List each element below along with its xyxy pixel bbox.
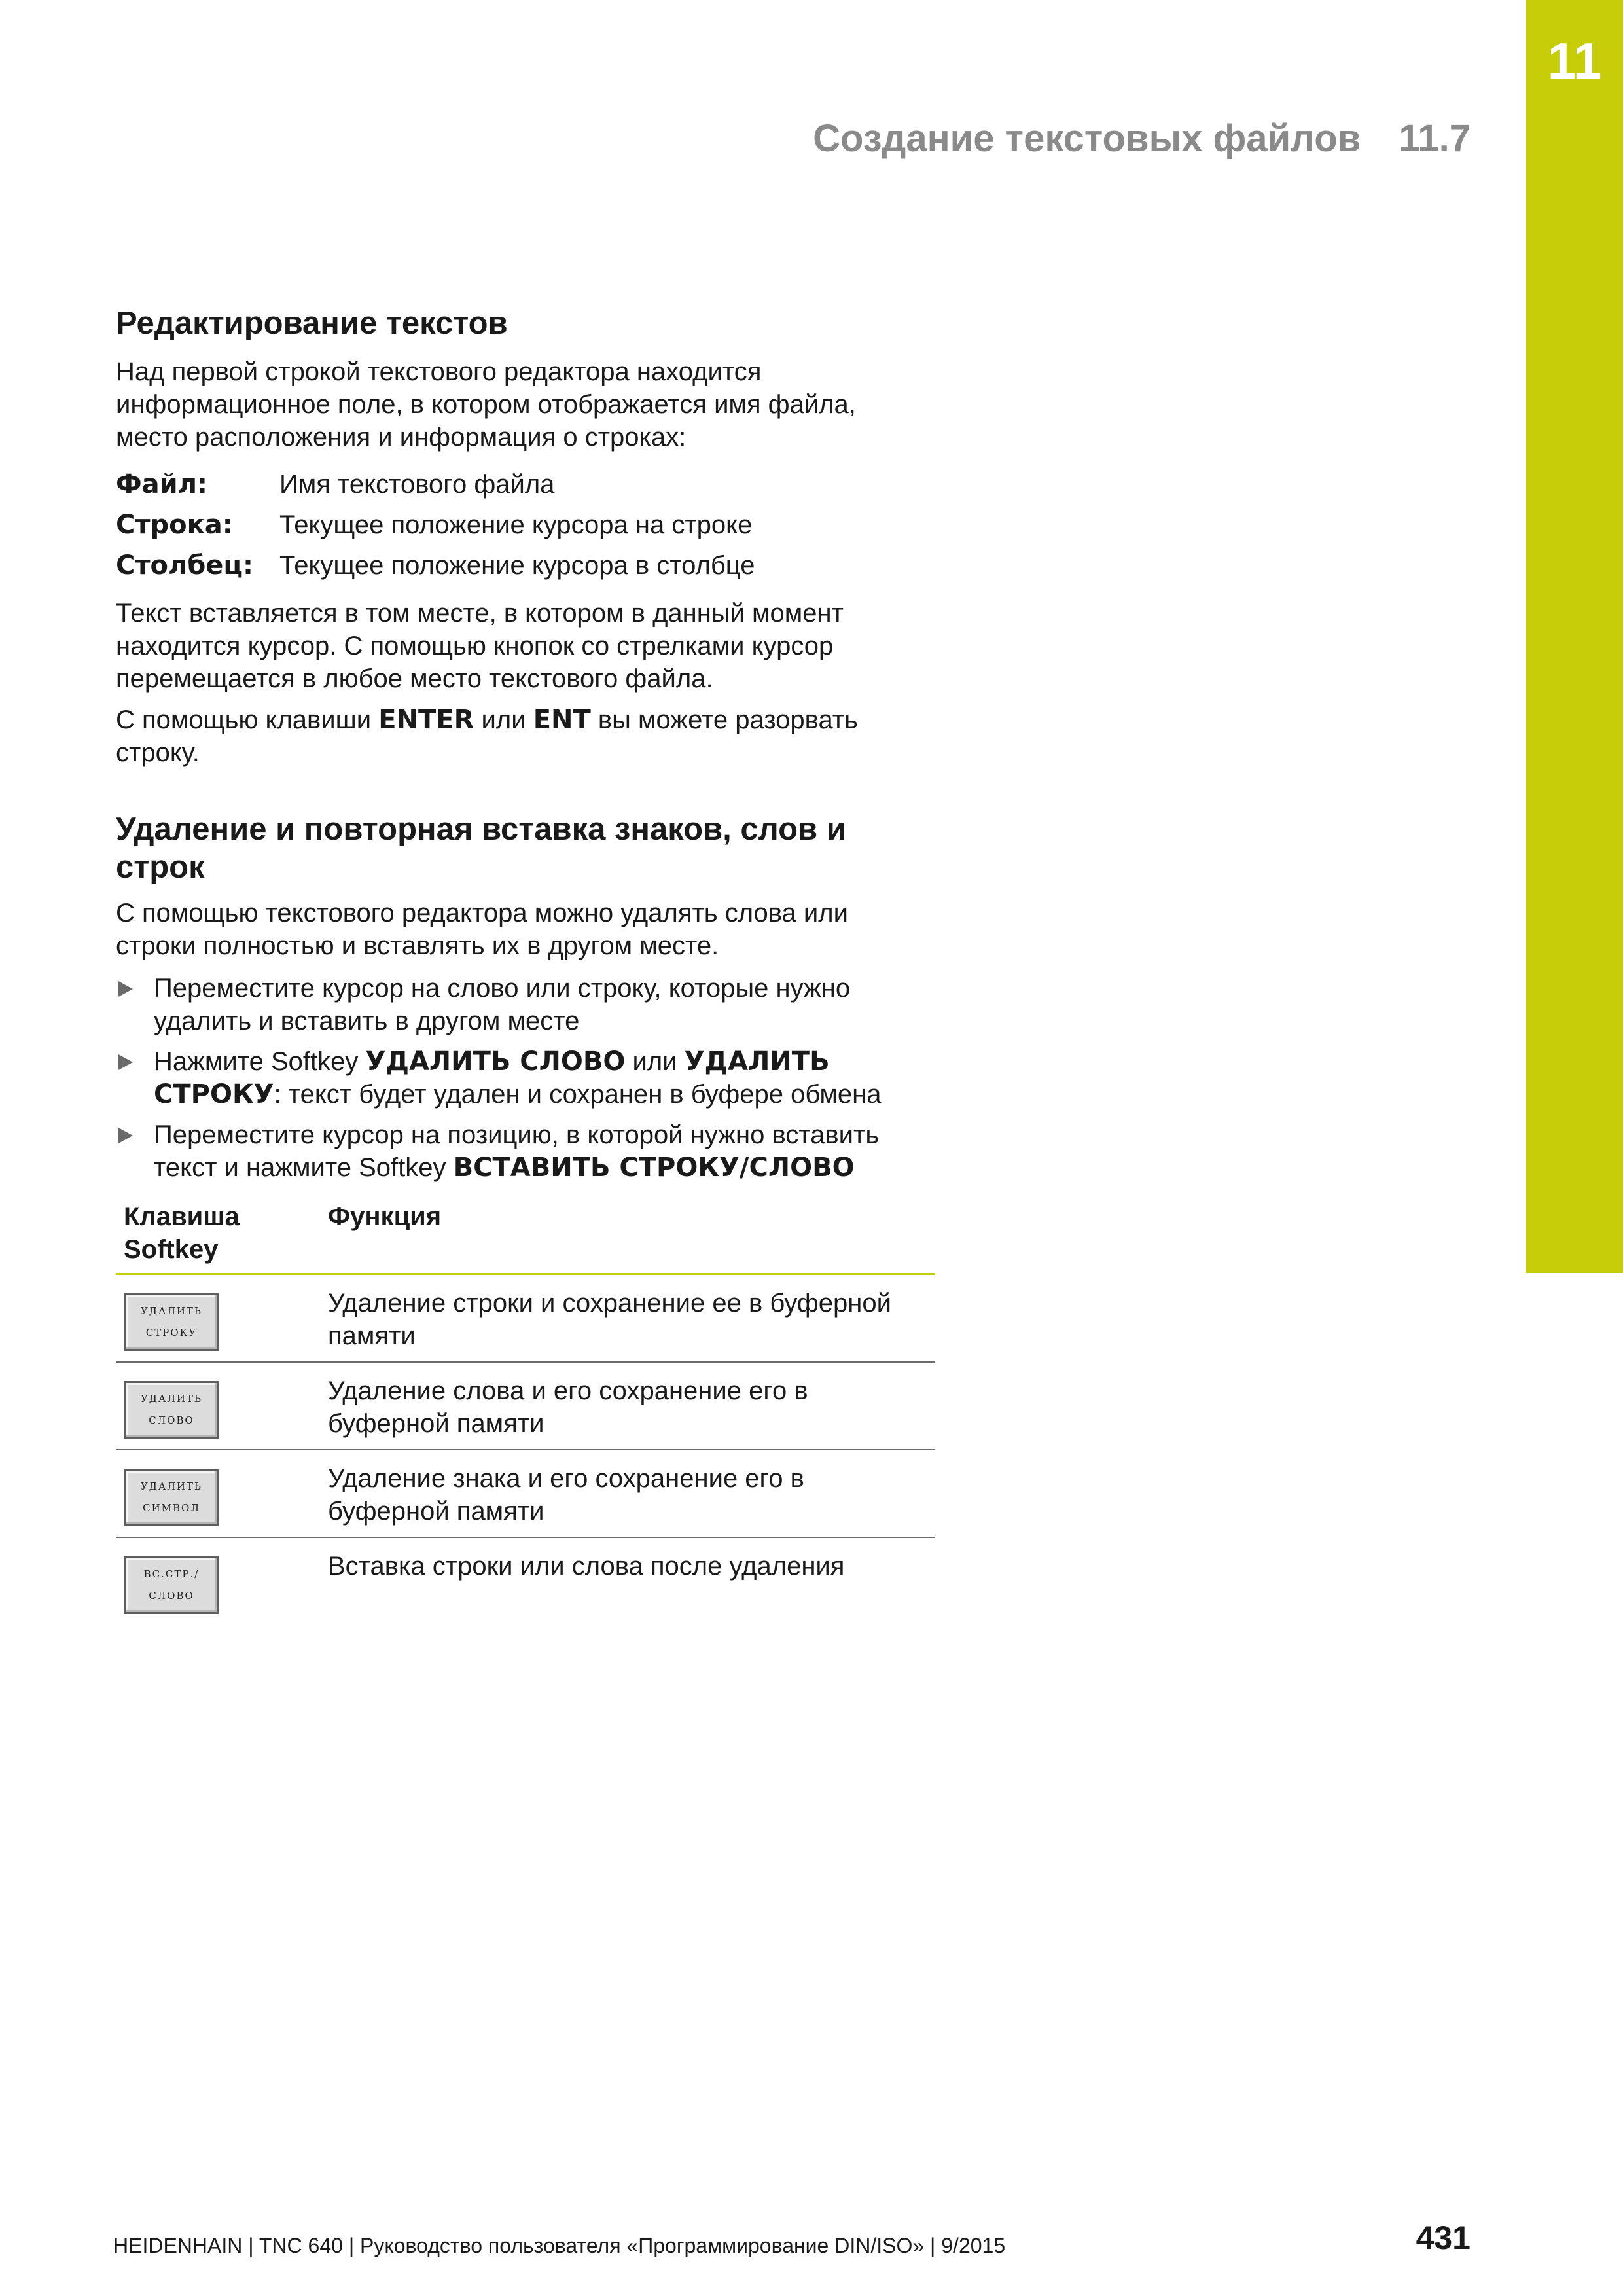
softkey-label: ВС.СТР./ [143,1568,200,1580]
step-text [154,1045,947,1111]
function-description: Удаление строки и сохранение ее в буферной памяти [328,1289,891,1350]
table-header-function: Функция [328,1202,442,1231]
text: или [625,1047,685,1076]
softkey-label: СЛОВО [149,1590,194,1602]
table-row [116,1538,935,1626]
table-row [116,1363,935,1450]
table-header-key [124,1200,240,1266]
table-row [116,1450,935,1538]
section-title: Редактирование текстов [116,306,508,341]
softkey-label: УДАЛИТЬ [140,1480,203,1492]
softkey-label: СТРОКУ [145,1327,198,1338]
section-title: Удаление и повторная вставка знаков, слов и строк [116,812,846,885]
step-text: Переместите курсор на слово или строку, которые нужно удалить и вставить в другом месте [154,974,851,1035]
paragraph: Текст вставляется в том месте, в котором в данный момент находится курсор. С помощью кнопок со стрелками курсор перемещается в любое место текстового файла. [116,599,844,693]
step-text [154,1119,947,1184]
text: С помощью клавиши [116,706,379,734]
triangle-bullet-icon [118,981,133,997]
running-header [813,117,1471,160]
softkey-delete-char [124,1469,219,1526]
function-description: Удаление знака и его сохранение его в буферной памяти [328,1464,804,1526]
softkey-delete-line [124,1293,219,1351]
instruction-step [116,1119,947,1184]
softkey-delete-word [124,1381,219,1439]
info-field-desc: Текущее положение курсора на строке [279,511,753,539]
softkey-name: УДАЛИТЬ СЛОВО [365,1047,626,1077]
key-name: ENT [533,705,591,735]
info-field-term: Строка: [116,510,233,540]
header-line: Softkey [124,1235,219,1264]
footer-text: HEIDENHAIN | TNC 640 | Руководство пользователя «Программирование DIN/ISO» | 9/2015 [113,2234,1006,2257]
table-row [116,1275,935,1363]
running-header-title: Создание текстовых файлов [813,117,1361,160]
softkey-name: ВСТАВИТЬ СТРОКУ/СЛОВО [453,1153,855,1183]
page-number: 431 [1416,2219,1471,2256]
section-intro: С помощью текстового редактора можно удалять слова или строки полностью и вставлять их в другом месте. [116,899,848,960]
text: вы можете разорвать строку. [116,706,858,767]
info-field-term: Файл: [116,469,207,499]
running-header-section: 11.7 [1399,117,1471,160]
text: Переместите курсор на позицию, в которой нужно вставить текст и нажмите Softkey [154,1121,880,1182]
softkey-insert-line-word [124,1556,219,1614]
text: : текст будет удален и сохранен в буфере обмена [274,1080,882,1109]
softkey-name: УДАЛИТЬ СТРОКУ [154,1047,830,1109]
function-description: Удаление слова и его сохранение его в буферной памяти [328,1376,808,1438]
key-name: ENTER [378,705,474,735]
text: Нажмите Softkey [154,1047,366,1076]
function-description: Вставка строки или слова после удаления [328,1552,845,1581]
instruction-step [116,972,947,1037]
instruction-step [116,1045,947,1111]
softkey-label: СИМВОЛ [143,1502,200,1514]
chapter-number: 11 [1547,32,1602,90]
info-field-desc: Имя текстового файла [279,470,555,499]
softkey-label: СЛОВО [149,1414,194,1426]
header-line: Клавиша [124,1202,240,1231]
chapter-tab [1526,0,1623,1273]
text: или [474,706,533,734]
info-field-desc: Текущее положение курсора в столбце [279,551,755,580]
softkey-label: УДАЛИТЬ [140,1393,203,1405]
paragraph-enter-key [116,704,934,769]
section-intro: Над первой строкой текстового редактора находится информационное поле, в котором отображается имя файла, место расположения и информация о строках: [116,357,856,452]
softkey-label: УДАЛИТЬ [140,1305,203,1317]
triangle-bullet-icon [118,1128,133,1143]
info-field-term: Столбец: [116,550,254,581]
triangle-bullet-icon [118,1054,133,1070]
